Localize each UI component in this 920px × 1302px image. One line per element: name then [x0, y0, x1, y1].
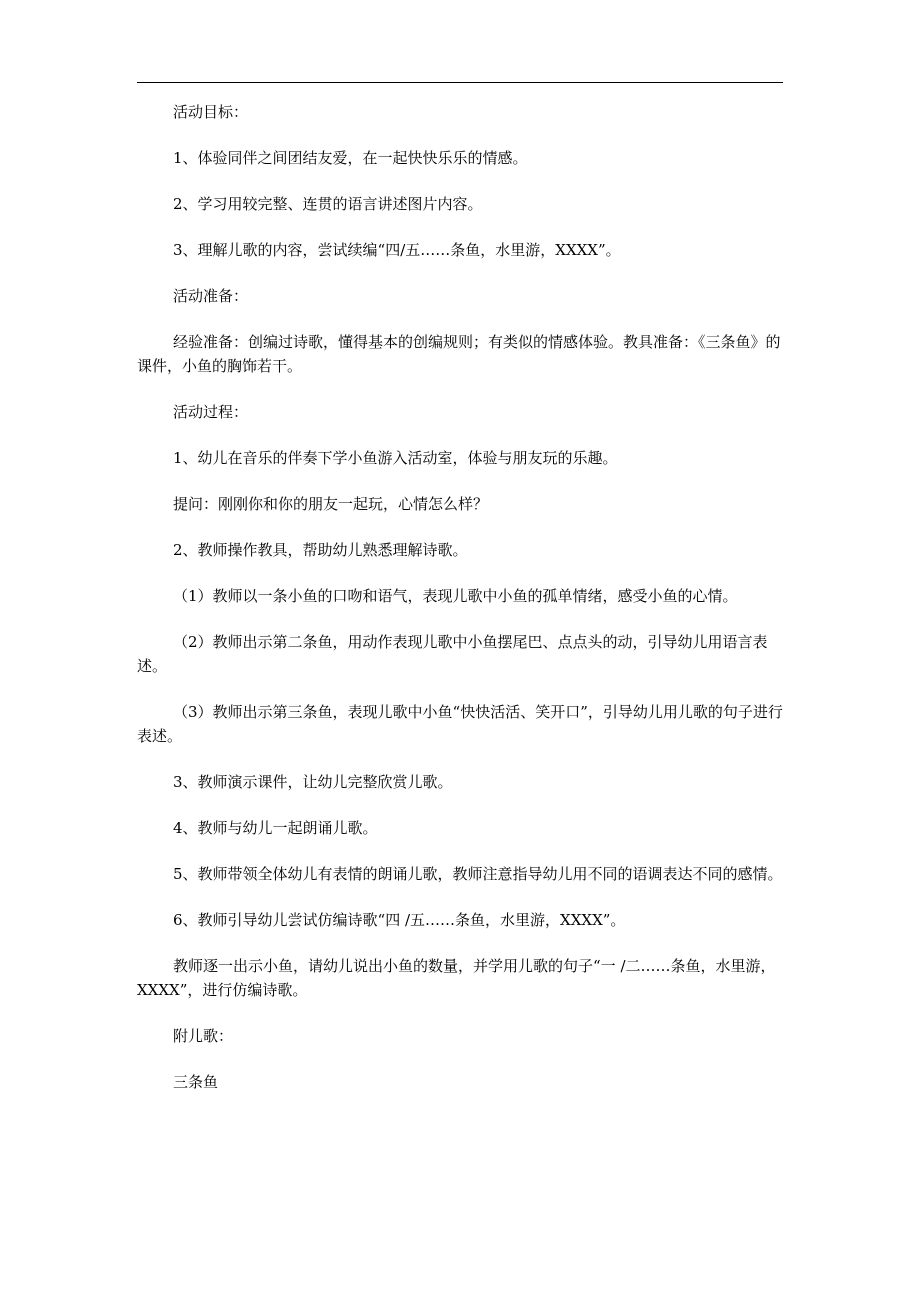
process-substep-3: （3）教师出示第三条鱼，表现儿歌中小鱼“快快活活、笑开口”，引导幼儿用儿歌的句子进行表述。: [137, 703, 783, 745]
heading-activity-goals: 活动目标：: [173, 103, 249, 121]
heading-activity-preparation: 活动准备：: [173, 287, 249, 305]
process-substep-2: （2）教师出示第二条鱼，用动作表现儿歌中小鱼摆尾巴、点点头的动，引导幼儿用语言表述。: [137, 633, 768, 675]
process-step-2: 2、教师操作教具，帮助幼儿熟悉理解诗歌。: [173, 541, 468, 559]
goal-item-2: 2、学习用较完整、连贯的语言讲述图片内容。: [173, 195, 483, 213]
goal-item-1: 1、体验同伴之间团结友爱，在一起快快乐乐的情感。: [173, 149, 528, 167]
preparation-text: 经验准备：创编过诗歌，懂得基本的创编规则；有类似的情感体验。教具准备：《三条鱼》的课件，小鱼的胸饰若干。: [137, 333, 781, 375]
process-step-6: 6、教师引导幼儿尝试仿编诗歌“四 /五……条鱼，水里游，XXXX”。: [173, 911, 626, 929]
process-step-1: 1、幼儿在音乐的伴奏下学小鱼游入活动室，体验与朋友玩的乐趣。: [173, 449, 618, 467]
process-question: 提问：刚刚你和你的朋友一起玩，心情怎么样？: [173, 495, 489, 513]
heading-appendix-song: 附儿歌：: [173, 1027, 234, 1045]
process-step-5: 5、教师带领全体幼儿有表情的朗诵儿歌，教师注意指导幼儿用不同的语调表达不同的感情。: [173, 865, 783, 883]
process-step-3: 3、教师演示课件，让幼儿完整欣赏儿歌。: [173, 773, 453, 791]
heading-activity-process: 活动过程：: [173, 403, 249, 421]
document-body: [137, 100, 783, 1116]
process-step-6-detail: 教师逐一出示小鱼，请幼儿说出小鱼的数量，并学用儿歌的句子“一 /二……条鱼，水里游，XXXX”，进行仿编诗歌。: [137, 957, 776, 999]
goal-item-3: 3、理解儿歌的内容，尝试续编“四/五……条鱼，水里游，XXXX”。: [173, 241, 621, 259]
process-step-4: 4、教师与幼儿一起朗诵儿歌。: [173, 819, 378, 837]
header-rule: [137, 82, 783, 83]
process-substep-1: （1）教师以一条小鱼的口吻和语气，表现儿歌中小鱼的孤单情绪，感受小鱼的心情。: [173, 587, 738, 605]
song-title: 三条鱼: [173, 1073, 219, 1091]
